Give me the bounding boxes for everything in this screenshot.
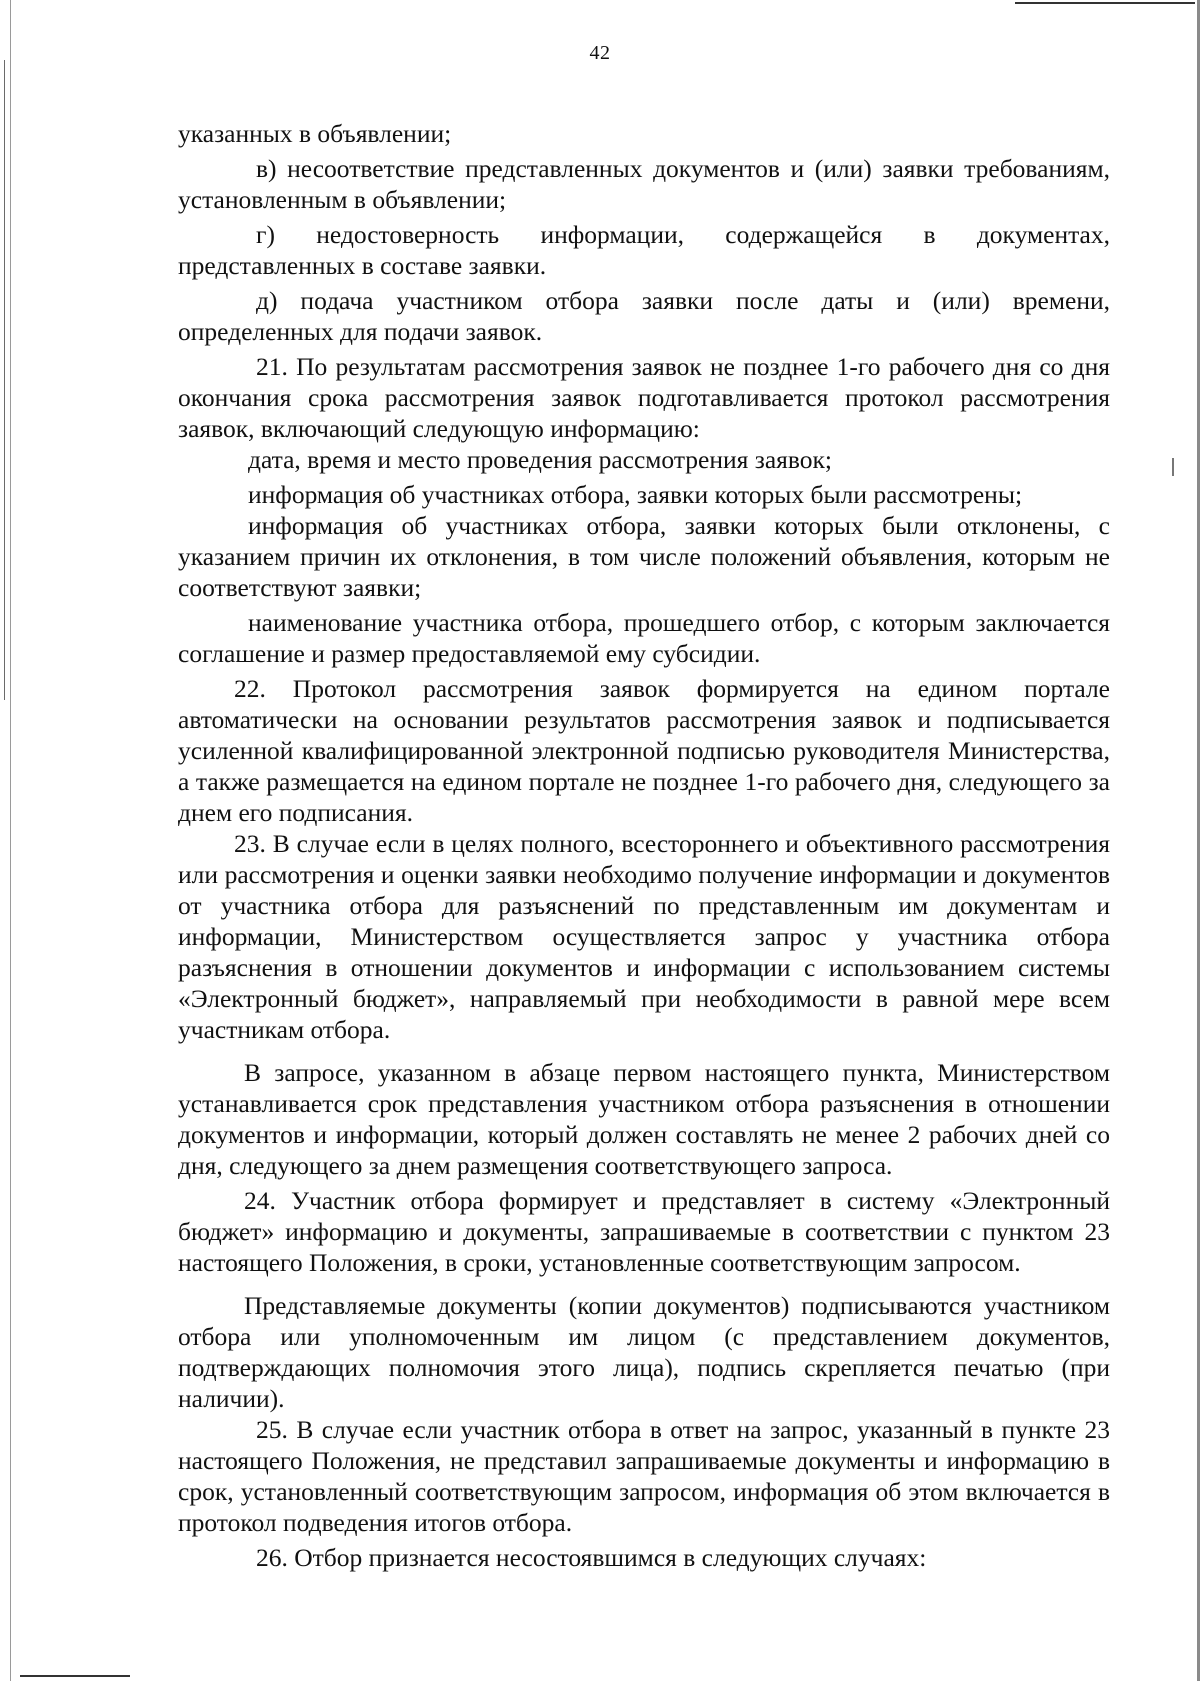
- paragraph-clause-23: 23. В случае если в целях полного, всестороннего и объективного рассмотрения или рассмотрения и оценки заявки необходимо получение информации и документов от участника отбора для разъяснений по представленным им документам и информации, Министерством осуществляется запрос у участника отбора разъяснения в отношении документов и информации с использованием системы «Электронный бюджет», направляемый при необходимости в равной мере всем участникам отбора.: [178, 829, 1110, 1044]
- paragraph-clause-24: 24. Участник отбора формирует и представляет в систему «Электронный бюджет» информацию и документы, запрашиваемые в соответствии с пунктом 23 настоящего Положения, в сроки, установленные соответствующим запросом.: [178, 1186, 1110, 1277]
- paragraph-clause-23-part2: В запросе, указанном в абзаце первом настоящего пункта, Министерством устанавливается срок представления участником отбора разъяснения в отношении документов и информации, который должен составлять не менее 2 рабочих дней со дня, следующего за днем размещения соответствующего запроса.: [178, 1058, 1110, 1180]
- scan-mark: [1172, 458, 1174, 476]
- paragraph-clause-26: 26. Отбор признается несостоявшимся в следующих случаях:: [256, 1543, 927, 1572]
- paragraph-list-item: наименование участника отбора, прошедшего отбор, с которым заключается соглашение и размер предоставляемой ему субсидии.: [178, 608, 1110, 668]
- paragraph-list-item: информация об участниках отбора, заявки которых были отклонены, с указанием причин их отклонения, в том числе положений объявления, которым не соответствуют заявки;: [178, 511, 1110, 602]
- paragraph-clause-22: 22. Протокол рассмотрения заявок формируется на едином портале автоматически на основании результатов рассмотрения заявок и подписывается усиленной квалифицированной электронной подписью руководителя Министерства, а также размещается на едином портале не позднее 1-го рабочего дня, следующего за днем его подписания.: [178, 674, 1110, 827]
- paragraph-clause-21: 21. По результатам рассмотрения заявок не позднее 1-го рабочего дня со дня окончания срока рассмотрения заявок подготавливается протокол рассмотрения заявок, включающий следующую информацию:: [178, 352, 1110, 443]
- paragraph-item-g: г) недостоверность информации, содержащейся в документах, представленных в составе заявки.: [178, 220, 1110, 280]
- scan-top-rule: [1015, 2, 1195, 4]
- paragraph-clause-24-part2: Представляемые документы (копии документов) подписываются участником отбора или уполномоченным им лицом (с представлением документов, подтверждающих полномочия этого лица), подпись скрепляется печатью (при наличии).: [178, 1291, 1110, 1413]
- paragraph-continuation: указанных в объявлении;: [178, 119, 452, 148]
- paragraph-clause-25: 25. В случае если участник отбора в ответ на запрос, указанный в пункте 23 настоящего Положения, не представил запрашиваемые документы и информацию в срок, установленный соответствующим запросом, информация об этом включается в протокол подведения итогов отбора.: [178, 1415, 1110, 1537]
- paragraph-list-item: информация об участниках отбора, заявки которых были рассмотрены;: [248, 480, 1023, 509]
- scan-bottom-rule: [20, 1675, 130, 1677]
- document-body: [178, 118, 1110, 1573]
- paragraph-item-d: д) подача участником отбора заявки после даты и (или) времени, определенных для подачи заявок.: [178, 286, 1110, 346]
- page-number: 42: [589, 42, 611, 64]
- scan-edge-line: [4, 60, 5, 700]
- paragraph-list-item: дата, время и место проведения рассмотрения заявок;: [248, 445, 832, 474]
- scan-edge-left: [0, 0, 11, 1681]
- paragraph-item-v: в) несоответствие представленных документов и (или) заявки требованиям, установленным в объявлении;: [178, 154, 1110, 214]
